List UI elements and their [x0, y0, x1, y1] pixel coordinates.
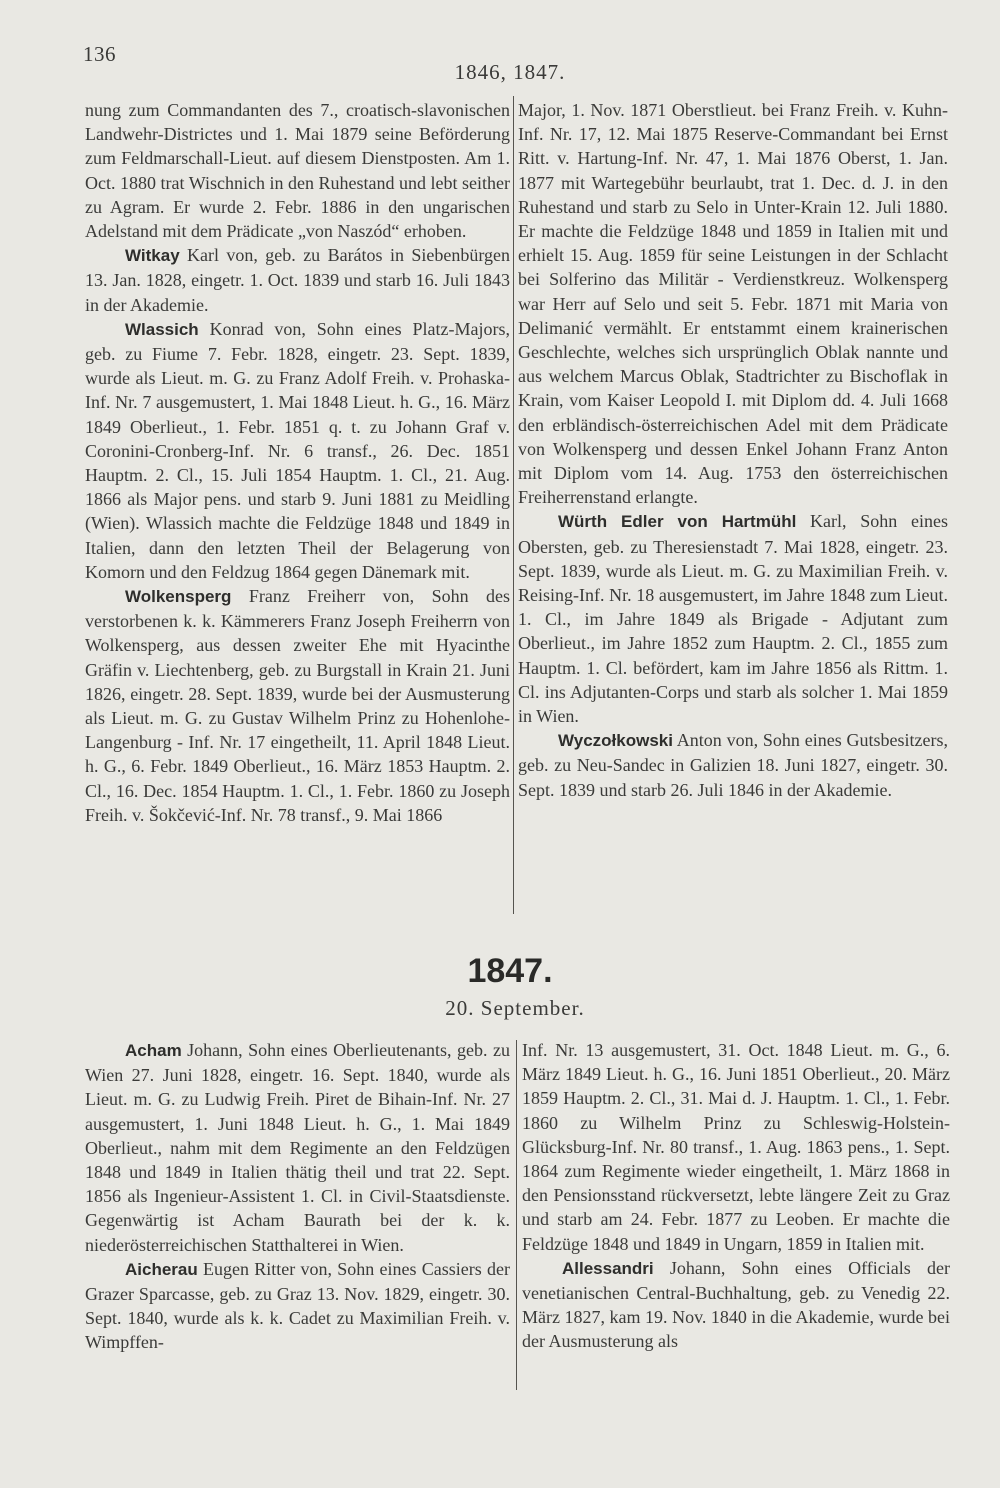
- entry-text: Eugen Ritter von, Sohn eines Cassiers der Grazer Sparcasse, geb. zu Graz 13. Nov. 1829, eingetr. 30. Sept. 1840, wurde als k. k. Cadet zu Maximilian Freih. v. Wimpffen-: [85, 1258, 510, 1353]
- entry-wurth: [518, 509, 948, 728]
- column-divider-bottom: [516, 1040, 517, 1390]
- continuation-paragraph: nung zum Commandanten des 7., croatisch-slavonischen Landwehr-Districtes und 1. Mai 1879 seine Beförderung zum Feldmarschall-Lieut. auf diesem Dienstposten. Am 1. Oct. 1880 trat Wischnich in den Ruhestand und lebt seither zu Agram. Er wurde 2. Febr. 1886 in den ungarischen Adelstand mit dem Prädicate „von Naszód“ erhoben.: [85, 100, 510, 242]
- running-head: 1846, 1847.: [454, 60, 566, 84]
- entry-surname: Witkay: [125, 246, 180, 266]
- page-number: 136: [83, 42, 116, 66]
- entry-text: Johann, Sohn eines Officials der venetianischen Central-Buchhaltung, geb. zu Venedig 22. März 1827, kam 19. Nov. 1840 in die Akademie, wurde bei der Ausmusterung als: [522, 1257, 950, 1352]
- continuation-paragraph: Inf. Nr. 13 ausgemustert, 31. Oct. 1848 Lieut. m. G., 6. März 1849 Lieut. h. G., 16. Juni 1851 Oberlieut., 20. März 1859 Hauptm. 2. Cl., 31. Mai d. J. Hauptm. 1. Cl., 1. Febr. 1860 zu Wilhelm Prinz zu Schleswig-Holstein-Glücksburg-Inf. Nr. 80 transf., 1. Aug. 1863 pens., 1. Sept. 1864 zum Regimente wieder eingetheilt, 1. März 1868 in den Pensionsstand rückversetzt, lebte längere Zeit zu Graz und starb am 24. Febr. 1877 zu Leoben. Er machte die Feldzüge 1848 und 1849 in Ungarn, 1859 in Italien mit.: [522, 1040, 950, 1254]
- entry-surname: Aicherau: [125, 1259, 198, 1279]
- entry-wlassich: [85, 317, 510, 584]
- entry-text: Anton von, Sohn eines Gutsbesitzers, geb. zu Neu-Sandec in Galizien 18. Juni 1827, eingetr. 30. Sept. 1839 und starb 26. Juli 1846 in der Akademie.: [518, 730, 948, 800]
- left-column-bottom: [85, 1038, 510, 1355]
- entry-text: Johann, Sohn eines Oberlieutenants, geb. zu Wien 27. Juni 1828, eingetr. 16. Sept. 1840, wurde als Lieut. m. G. zu Ludwig Freih. Piret de Bihain-Inf. Nr. 27 ausgemustert, 1. Juni 1848 Lieut. h. G., 1. Mai 1849 Oberlieut., nahm mit dem Regimente an den Feldzügen 1848 und 1849 in Italien thätig theil und trat 22. Sept. 1856 als Ingenieur-Assistent 1. Cl. in Civil-Staatsdienste. Gegenwärtig ist Acham Baurath bei der k. k. niederösterreichischen Statthalterei in Wien.: [85, 1040, 510, 1255]
- entry-aicherau: [85, 1257, 510, 1355]
- entry-witkay: [85, 243, 510, 317]
- entry-surname: Wolkensperg: [125, 587, 232, 607]
- column-divider-top: [513, 96, 514, 914]
- entry-acham: [85, 1038, 510, 1257]
- right-column-bottom: [522, 1038, 950, 1354]
- entry-text: Franz Freiherr von, Sohn des verstorbenen k. k. Kämmerers Franz Joseph Freiherrn von Wolkensperg, aus dessen zweiter Ehe mit Hyacinthe Gräfin v. Liechtenberg, geb. zu Burgstall in Krain 21. Juni 1826, eingetr. 28. Sept. 1839, wurde bei der Ausmusterung als Lieut. m. G. zu Gustav Wilhelm Prinz zu Hohenlohe-Langenburg - Inf. Nr. 17 eingetheilt, 11. April 1848 Lieut. h. G., 6. Febr. 1849 Oberlieut., 16. März 1853 Hauptm. 2. Cl., 16. Dec. 1854 Hauptm. 1. Cl., 1. Febr. 1860 zu Joseph Freih. v. Šokčević-Inf. Nr. 78 transf., 9. Mai 1866: [85, 586, 510, 825]
- continuation-paragraph: Major, 1. Nov. 1871 Oberstlieut. bei Franz Freih. v. Kuhn-Inf. Nr. 17, 12. Mai 1875 Reserve-Commandant bei Ernst Ritt. v. Hartung-Inf. Nr. 47, 1. Mai 1876 Oberst, 1. Jan. 1877 mit Wartegebühr beurlaubt, trat 1. Dec. d. J. in den Ruhestand und starb zu Selo in Unter-Krain 12. Juli 1880. Er machte die Feldzüge 1848 und 1859 in Italien mit und erhielt 15. Aug. 1859 für seine Leistungen in der Schlacht bei Solferino das Militär - Verdienstkreuz. Wolkensperg war Herr auf Selo und seit 5. Febr. 1871 mit Maria von Delimanić vermählt. Er entstammt einem krainerischen Geschlechte, welches sich ursprünglich Oblak nannte und aus welchem Marcus Oblak, Stadtrichter zu Bischoflak in Krain, vom Kaiser Leopold I. mit Diplom dd. 4. Juli 1668 den erbländisch-österreichischen Adel mit dem Prädicate von Wolkensperg und dessen Enkel Johann Franz Anton mit Diplom vom 14. Aug. 1753 den österreichischen Freiherrenstand erlangte.: [518, 100, 948, 508]
- entry-allessandri: [522, 1256, 950, 1354]
- entry-text: Konrad von, Sohn eines Platz-Majors, geb. zu Fiume 7. Febr. 1828, eingetr. 23. Sept. 1839, wurde als Lieut. m. G. zu Franz Adolf Freih. v. Prohaska-Inf. Nr. 7 ausgemustert, 1. Mai 1848 Lieut. h. G., 16. März 1849 Oberlieut., 1. Febr. 1851 q. t. zu Johann Graf v. Coronini-Cronberg-Inf. Nr. 6 transf., 26. Dec. 1851 Hauptm. 2. Cl., 15. Juli 1854 Hauptm. 1. Cl., 21. Aug. 1866 als Major pens. und starb 9. Juni 1881 zu Meidling (Wien). Wlassich machte die Feldzüge 1848 und 1849 in Italien, dann den letzten Theil der Belagerung von Komorn und den Feldzug 1864 gegen Dänemark mit.: [85, 318, 510, 582]
- entry-text: Karl, Sohn eines Obersten, geb. zu Theresienstadt 7. Mai 1828, eingetr. 23. Sept. 1839, wurde als Lieut. m. G. zu Maximilian Freih. v. Reising-Inf. Nr. 18 ausgemustert, im Jahre 1848 zum Lieut. 1. Cl., im Jahre 1849 als Brigade - Adjutant zum Oberlieut., im Jahre 1852 zum Hauptm. 2. Cl., 1855 zum Hauptm. 1. Cl. befördert, kam im Jahre 1856 als Rittm. 1. Cl. ins Adjutanten-Corps und starb als solcher 1. Mai 1859 in Wien.: [518, 511, 948, 727]
- entry-surname: Wlassich: [125, 319, 199, 339]
- section-date-heading: 20. September.: [445, 996, 585, 1020]
- entry-wyczolkowski: [518, 728, 948, 802]
- entry-surname: Wyczołkowski: [558, 731, 673, 751]
- entry-surname: Allessandri: [562, 1258, 654, 1278]
- entry-surname: Würth Edler von Hartmühl: [558, 512, 797, 532]
- left-column-top: [85, 98, 510, 827]
- right-column-top: [518, 98, 948, 802]
- section-year-heading: 1847.: [467, 952, 553, 990]
- entry-surname: Acham: [125, 1041, 182, 1060]
- entry-text: Karl von, geb. zu Barátos in Siebenbürgen 13. Jan. 1828, eingetr. 1. Oct. 1839 und starb 16. Juli 1843 in der Akademie.: [85, 245, 510, 315]
- entry-wolkensperg: [85, 584, 510, 827]
